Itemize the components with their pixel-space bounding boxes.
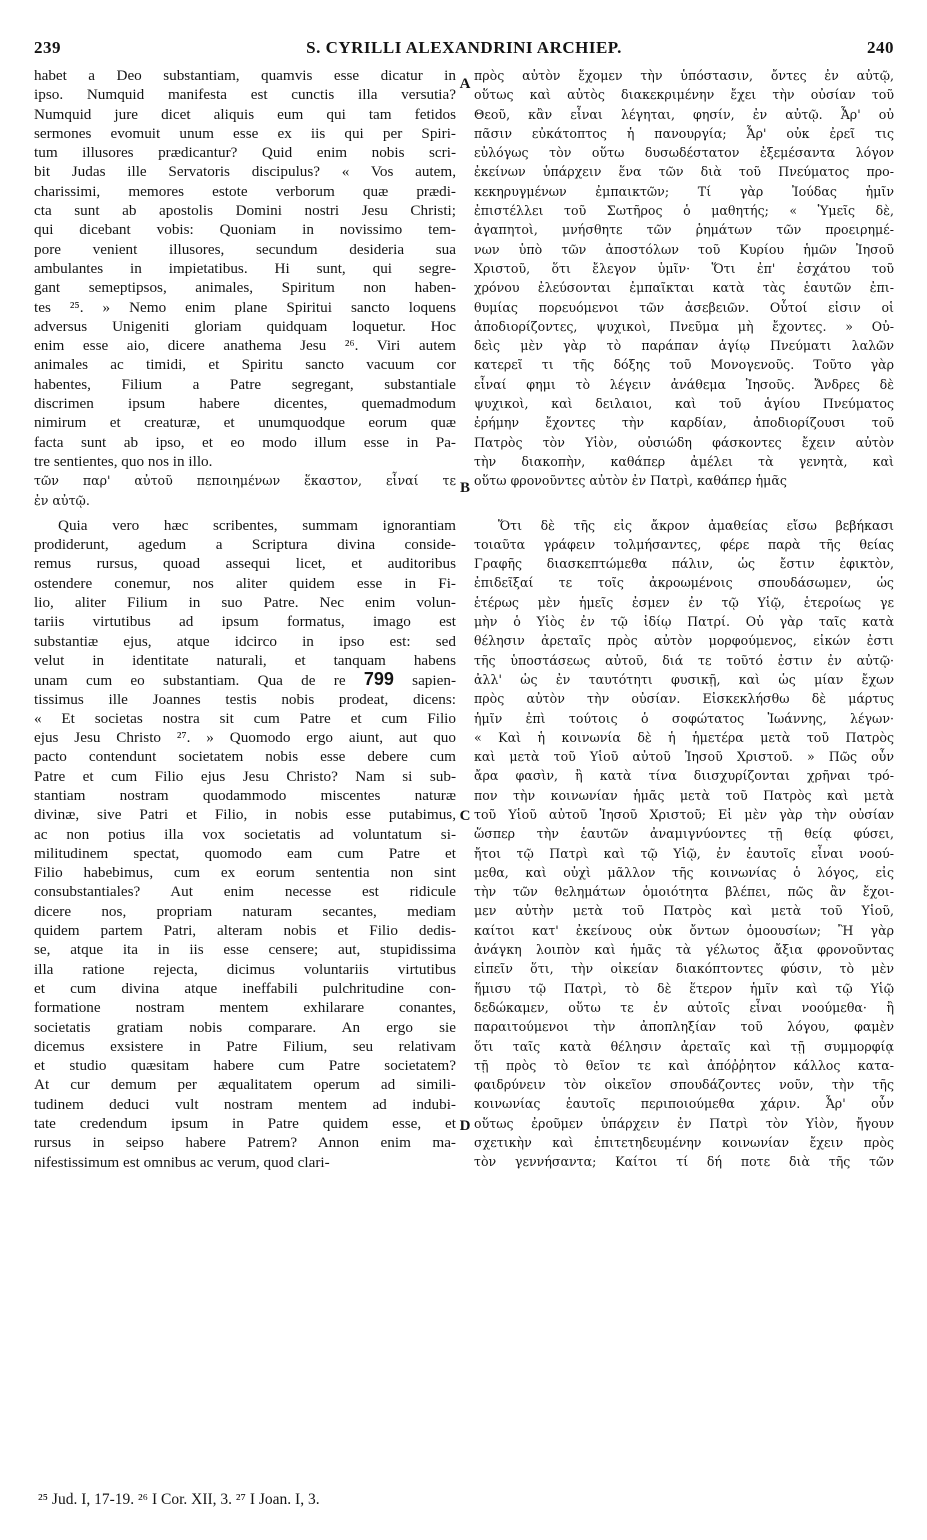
text-line: « Et societas nostra sit cum Patre et cum Filio [34,709,456,727]
text-line: se, atque ita in iis esse censere; aut, stupidissima [34,941,456,959]
text-line: ac non potius illa vox societatis ad voluntatum si- [34,825,456,843]
text-line: κατερεῖ τι τῆς δόξης τοῦ Μονογενοῦς. Τοῦτο γὰρ [474,357,894,373]
text-line: τῶν παρ' αὐτοῦ πεποιημένων ἕκαστον, εἶναί τε [34,473,456,489]
greek-column [474,66,894,1172]
text-line: remus rursus, quoad assequi licet, et auditoribus [34,555,456,573]
text-line: stantiam nostram quodammodo miscentes naturæ [34,786,456,804]
text-line: καὶ μετὰ τοῦ Υἱοῦ αὐτοῦ Ἰησοῦ Χριστοῦ. » Πῶς οὖν [474,749,894,765]
text-segment: sapien- [412,672,456,690]
text-line: Quia vero hæc scribentes, summam ignorantiam [58,516,456,534]
text-line: rursus in seipso habere Patrem? Annon enim ma- [34,1134,456,1152]
text-line: tes ²⁵. » Nemo enim plane Spiritui sancto loquens [34,298,456,316]
text-line: At cur demum per æqualitatem operum ad simili- [34,1076,456,1094]
text-line: formatione nostram mentem exhilarare conantes, [34,999,456,1017]
text-line: ἀλλ' ὡς ἐν ταυτότητι φυσικῇ, καὶ ὡς μίαν ἔχων [474,671,894,687]
text-line: ambulantes in impietatibus. Hi sunt, qui segre- [34,259,456,277]
running-title: S. CYRILLI ALEXANDRINI ARCHIEP. [306,38,622,57]
text-segment: unam cum eo substantiam. Qua de re [34,672,346,690]
text-line: οὕτως ἐροῦμεν ὑπάρχειν ἐν Πατρὶ τὸν Υἱὸν, ἤγουν [474,1115,894,1131]
text-line: Patre et cum Filio ejus Jesu Christo? Nam si sub- [34,767,456,785]
text-line: κεκηρυγμένων ἐμπαικτῶν; Τί γὰρ Ἰούδας ἡμῖν [474,183,894,199]
text-line: Χριστοῦ, ὅτι ἔλεγον ὑμῖν· Ὅτι ἐπ' ἐσχάτου τοῦ [474,260,894,276]
text-line: χρόνου ἐλεύσονται ἐμπαῖκται κατὰ τὰς ἑαυτῶν ἐπι- [474,280,894,296]
text-line: ἄρα φασὶν, ἢ κατὰ τίνα διισχυρίζονται χρῆναι τρό- [474,768,894,784]
text-line: dicemus exsistere in Patre Filium, seu relativam [34,1037,456,1055]
text-line: τὴν διακοπὴν, καθάπερ ἀμέλει τὰ γενητὰ, καὶ [474,453,894,469]
text-line: τοιαῦτα γράφειν τολμήσαντες, φέρε παρὰ τῆς θείας [474,536,894,552]
text-line: bit Judas ille Servatoris discipulus? « Vos autem, [34,163,456,181]
text-line: quidem partem Patri, alteram nobis et Filio dedis- [34,922,456,940]
text-line: prodiderunt, agedum a Scriptura divina conside- [34,536,456,554]
page [34,38,894,1508]
text-line: Γραφῆς διασκεπτώμεθα πάλιν, ὡς ἔστιν ἐφικτὸν, [474,556,894,572]
text-line: πρὸς αὐτὸν ἔχομεν τὴν ὑπόστασιν, ὄντες ἐν αὐτῷ, [474,68,894,83]
margin-marker-b: B [459,480,470,496]
text-line: ejus Jesu Christo ²⁷. » Quomodo ergo aiunt, aut quo [34,729,456,747]
margin-marker-a: A [459,76,471,92]
text-line: enim esse aio, dicere anathema Jesu ²⁶. Viri autem [34,337,456,355]
text-line: tate credendum ipsum in Patre quidem esse, et [34,1115,456,1133]
text-line: tissimus ille Joannes testis nobis prodeat, dicens: [34,690,456,708]
latin-column [34,66,456,1172]
text-line: δεδώκαμεν, οὕτω τε ἐν αὐτοῖς εἶναι νοούμεθα· ἢ [474,999,894,1015]
text-line: μεθα, καὶ οὐχὶ μᾶλλον τῆς κοινωνίας ὁ λόγος, εἰς [474,864,894,880]
text-line: Θεοῦ, κἂν εἶναι λέγηται, φησίν, ἐν αὐτῷ. Ἆρ' οὐ [474,106,894,122]
text-line: μεν αὐτὴν μετὰ τοῦ Πατρὸς καὶ μετὰ τοῦ Υἱοῦ, [474,903,894,919]
text-line: divinæ, sive Patri et Filio, in nobis esse putabimus, [34,806,456,824]
text-line: θέλησιν ἀρεταῖς πρὸς αὐτὸν μορφούμενος, εἰκών ἐστι [474,633,894,649]
text-line: δεὶς μὲν γὰρ τὸ παράπαν ἁγίῳ Πνεύματι λαλῶν [474,338,894,354]
text-line: charissimi, memores estote verborum quæ prædi- [34,182,456,200]
text-line: οὕτω φρονοῦντες αὐτὸν ἐν Πατρὶ, καθάπερ ἡμᾶς [474,473,787,489]
inline-page-number: 799 [363,670,394,690]
text-line: tudinem deduci vult nostram mentem ad indubi- [34,1095,456,1113]
text-line: οὕτως καὶ αὐτὸς διακεκριμένην ἔχει τὴν οὐσίαν τοῦ [474,87,894,103]
text-line: ἐπιδεῖξαί τε τοῖς ἀκροωμένοις σπουδάσωμεν, ὡς [474,575,894,591]
text-line: ψυχικοὶ, καὶ δειλαιοι, καὶ τοῦ ἁγίου Πνεύματος [474,396,894,412]
text-line: ὥσπερ τὴν ἑαυτῶν ἀναμιγνύοντες τῇ θείᾳ φύσει, [474,826,894,842]
text-line: ἐν αὐτῷ. [34,492,90,508]
text-line: φαιδρύνειν τὸν οἰκεῖον σπουδάζοντες νοῦν, τὴν τῆς [474,1077,894,1093]
text-line: ὅτι ταῖς κατὰ θέλησιν ἀρεταῖς καὶ τῇ συμμορφίᾳ [474,1038,894,1054]
running-header [34,38,894,60]
text-line: societatis gratiam nobis comparare. An ergo sie [34,1018,456,1036]
text-line: ἡμῖν ἐπὶ τούτοις ὁ σοφώτατος Ἰωάννης, λέγων· [474,710,894,726]
text-line: Numquid jure dicet aliquis eum qui tam fetidos [34,105,456,123]
text-line: dicere nos, propriam naturam secantes, mediam [34,902,456,920]
text-line: nifestissimum est omnibus ac verum, quod clari- [34,1153,330,1171]
text-line [34,670,456,689]
text-line: καίτοι κατ' ἐκείνους οὐκ ὄντων ὁμοουσίων; Ἢ γὰρ [474,922,894,938]
text-line: « Καὶ ἡ κοινωνία δὲ ἡ ἡμετέρα μετὰ τοῦ Πατρὸς [474,729,894,745]
text-line: τοῦ Υἱοῦ αὐτοῦ Ἰησοῦ Χριστοῦ; Εἰ μὲν γὰρ τὴν οὐσίαν [474,806,894,822]
text-line: τὴν τῶν θελημάτων ὁμοιότητα βλέπει, πῶς ἂν ἔχοι- [474,884,894,900]
text-line: Ὅτι δὲ τῆς εἰς ἄκρον ἀμαθείας εἴσω βεβήκασι [498,517,894,533]
text-line: illa ratione rejecta, dicimus voluntariis virtutibus [34,960,456,978]
text-line: Πατρὸς τὸν Υἱὸν, οὐσιώδη φάσκοντες ἔχειν αὐτὸν [474,434,894,450]
text-line: ipso. Numquid manifesta est cunctis illa versutia? [34,86,456,104]
text-line: discrimen ipsum habere dicentes, quemadmodum [34,395,456,413]
text-line: adversus Unigeniti gloriam quidquam loquetur. Hoc [34,317,456,335]
text-line: ἐρήμην ἔχοντες τὴν καρδίαν, ἀποδιορίζουσι τοῦ [474,415,894,431]
text-line: velut in identitate naturali, et tanquam habens [34,651,456,669]
text-line: τῆς ὑποστάσεως αὐτοῦ, διά τε τοῦτό ἐστιν ἐν αὐτῷ· [474,652,894,668]
text-line: facta sunt ab ipso, et eo modo illum esse in Pa- [34,433,456,451]
text-line: εὐλόγως τὸν οὕτω δυσωδέστατον ἐξεμέσαντα λόγον [474,145,894,161]
text-line: ἀποδιορίζοντες, ψυχικοὶ, Πνεῦμα μὴ ἔχοντες. » Οὐ- [474,318,894,334]
text-line: animales ac timidi, et Spiritu sancto vacuum cor [34,356,456,374]
text-line: Filio habebimus, cum ex eorum sententia non sint [34,864,456,882]
text-line: ἑτέρως μὲν ἡμεῖς ἐσμεν ἐν τῷ Υἱῷ, ἑτεροίως γε [474,594,894,610]
text-line: et studio quæsitam habere cum Patre societatem? [34,1057,456,1075]
text-line: παραιτούμενοι τὴν ἀποπληξίαν τοῦ λόγου, φαμὲν [474,1019,894,1035]
text-line: ἤτοι τῷ Πατρὶ καὶ τῷ Υἱῷ, ἐν ἑαυτοῖς εἶναι νοού- [474,845,894,861]
text-line: ostendere conemur, nos aliter quidem esse in Fi- [34,574,456,592]
text-line: nimirum et creaturæ, et unumquodque eorum quæ [34,414,456,432]
text-line: tariis virtutibus ad ipsum formatus, imago est [34,613,456,631]
text-line: tum illusores prædicantur? Quid enim nobis scri- [34,144,456,162]
text-line: ἀγαπητοὶ, μνήσθητε τῶν ῥημάτων τῶν προειρημέ- [474,222,894,238]
text-line: ἀνάγκη λοιπὸν καὶ ἡμᾶς τὰ γέλωτος ἄξια φρονοῦντας [474,942,894,958]
text-line: et cum divina atque ineffabili pulchritudine con- [34,979,456,997]
text-line: τῇ πρὸς τὸ θεῖον τε καὶ ἀπόῤῥητον κάλλος κατα- [474,1057,894,1073]
text-line: substantiæ ejus, atque idcirco in ipso est: sed [34,632,456,650]
text-line: ἐπιστέλλει τοῦ Σωτῆρος ὁ μαθητής; « Ὑμεῖς δὲ, [474,203,894,219]
text-line: θυμίας πορευόμενοι τῶν ἀσεβειῶν. Οὗτοί εἰσιν οἱ [474,299,894,315]
text-line: εἰπεῖν ὅτι, τὴν οἰκείαν διακόπτοντες φύσιν, τὸ μὲν [474,961,894,977]
margin-marker-d: D [459,1118,471,1134]
text-line: consubstantiales? Aut enim necesse est ridicule [34,883,456,901]
margin-marker-c: C [459,808,471,824]
text-line: πρὸς αὐτὸν τὴν οὐσίαν. Εἰσκεκλήσθω δὲ μάρτυς [474,691,894,707]
page-number-right: 240 [867,38,894,57]
text-line: νων ὑπὸ τῶν ἀποστόλων τοῦ Κυρίου ἡμῶν Ἰησοῦ [474,241,894,257]
text-line: ἐκείνων ὑπάρχειν ἕνα τῶν διὰ τοῦ Πνεύματος προ- [474,164,894,180]
page-number-left: 239 [34,38,61,57]
text-line: εἶναί φημι τὸ λέγειν ἀνάθεμα Ἰησοῦς. Ἄνδρες δὲ [474,376,894,392]
text-line: pore venient illusores, secundum desideria sua [34,240,456,258]
text-line: militudinem spectat, quomodo eam cum Patre et [34,844,456,862]
text-line: σχετικὴν καὶ ἐπιτετηδευμένην κοινωνίαν ἔχειν πρὸς [474,1135,894,1151]
text-line: habentes, Filium a Patre segregant, substantiale [34,375,456,393]
text-line: ἥμισυ τῷ Πατρὶ, τὸ δὲ ἕτερον ἡμῖν καὶ τῷ Υἱῷ [474,980,894,996]
text-line: habet a Deo substantiam, quamvis esse dicatur in [34,67,456,84]
text-line: τὸν γεννήσαντα; Καίτοι τί δή ποτε διὰ τῆς τῶν [474,1154,894,1170]
text-line: gant semeptipsos, animales, Spiritum non haben- [34,279,456,297]
text-line: tre sentientes, quo nos in illo. [34,452,213,470]
text-line: μὴν ὁ Υἱὸς ἐν τῷ ἰδίῳ Πατρί. Οὐ γὰρ ταῖς κατὰ [474,614,894,630]
text-line: κοινωνίας ἑαυτοῖς περιποιούμεθα χάριν. Ἆρ' οὖν [474,1096,894,1112]
text-line: qui dicebant vobis: Quoniam in novissimo tem- [34,221,456,239]
text-line: lio, aliter Filium in suo Patre. Nec enim volun- [34,594,456,612]
text-line: πᾶσιν εὐκάτοπτος ἡ πανουργία; Ἆρ' οὐκ ἐρεῖ τις [474,125,894,141]
text-line: cta sunt ab apostolis Domini nostri Jesu Christi; [34,202,456,220]
text-line: πον τὴν κοινωνίαν ἡμᾶς μετὰ τοῦ Πατρὸς καὶ μετὰ [474,787,894,803]
text-line: sermones evomuit unum esse ex iis qui per Spiri- [34,124,456,142]
footnotes: ²⁵ Jud. I, 17-19. ²⁶ I Cor. XII, 3. ²⁷ I Joan. I, 3. [38,1491,320,1508]
text-line: pacto contendunt societatem nobis esse debere cum [34,748,456,766]
